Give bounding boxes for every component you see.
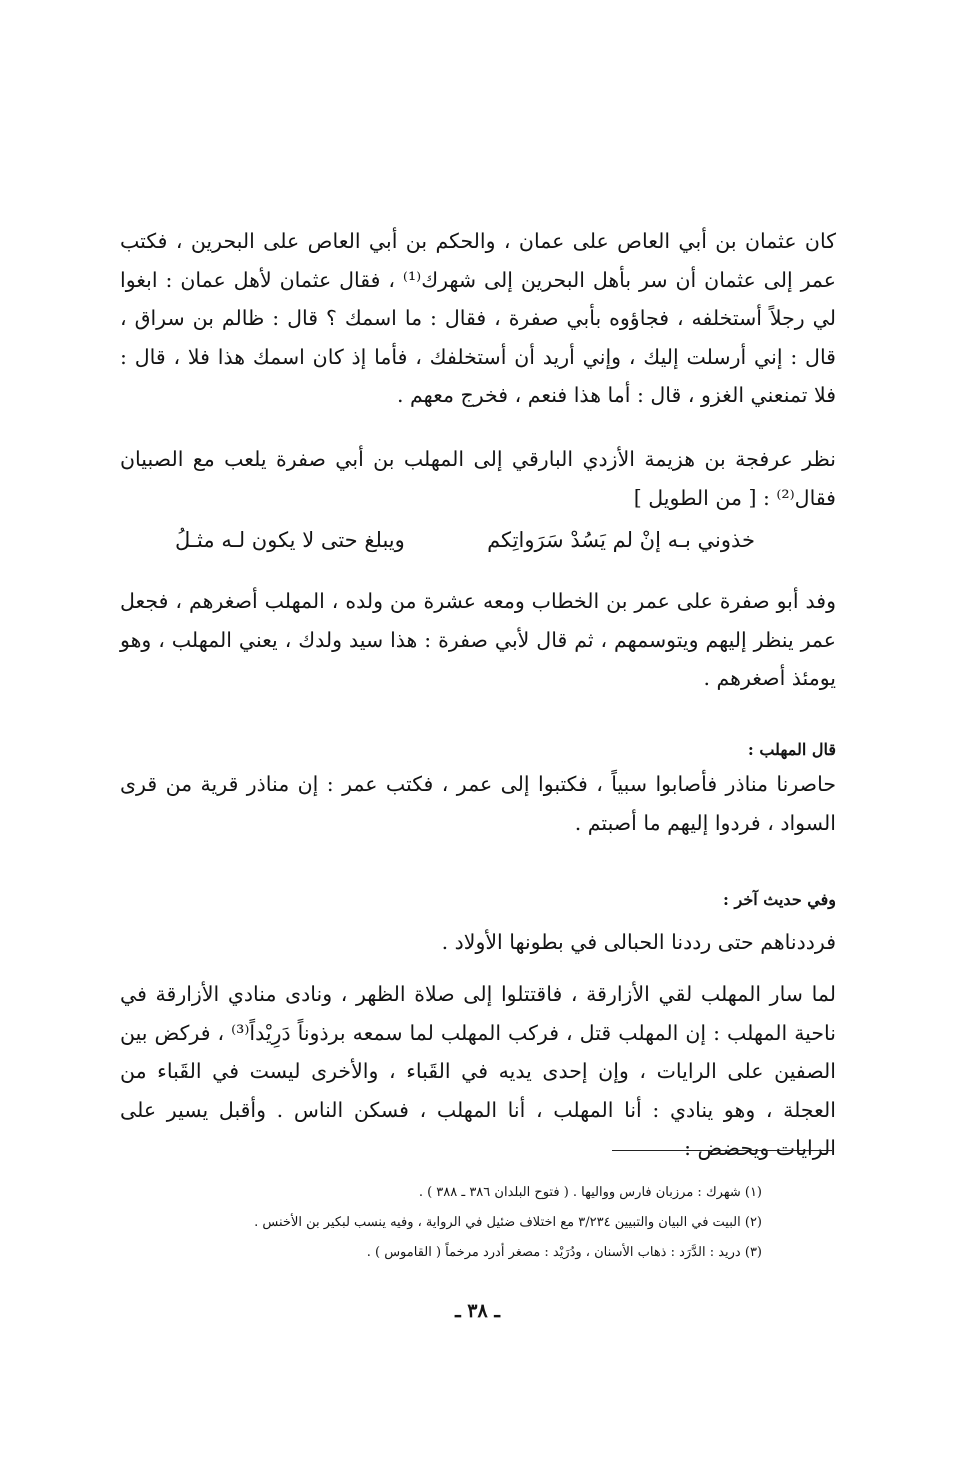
heading-another-hadith: وفي حديث آخر : [723, 890, 836, 909]
paragraph-manadhir: حاصرنا مناذر فأصابوا سبياً ، فكتبوا إلى عمر ، فكتب عمر : إن مناذر قرية من قرى السواد ، فردوا إليهم ما أصبتم . [120, 772, 836, 835]
heading-qal-al-muhallab: قال المهلب : [747, 740, 836, 759]
verse-first-hemistich: خذوني بـه إنْ لم يَسُدْ سَرَواتِكم [487, 528, 755, 552]
footnote-1: (١) شهرك : مرزبان فارس وواليها . ( فتوح البلدان ٣٨٦ ـ ٣٨٨ ) . [418, 1185, 762, 1200]
footnote-divider [612, 1150, 832, 1151]
page-number: ـ ٣٨ ـ [455, 1300, 500, 1322]
paragraph-abu-sufra: وفد أبو صفرة على عمر بن الخطاب ومعه عشرة من ولده ، المهلب أصغرهم ، فجعل عمر ينظر إليهم ويتوسمهم ، ثم قال لأبي صفرة : هذا سيد ولدك ، يعني المهلب ، وهو يومئذ أصغرهم . [120, 589, 836, 690]
paragraph-uthman: كان عثمان بن أبي العاص على عمان ، والحكم بن أبي العاص على البحرين ، فكتب عمر إلى عثمان أن سر بأهل البحرين إلى شهرك⁽¹⁾ ، فقال عثمان لأهل عمان : ابغوا لي رجلاً أستخلفه ، فجاؤوه بأبي صفرة ، فقال : ما اسمك ؟ قال : ظالم بن سراق ، قال : إني أرسلت إليك ، وإني أريد أن أستخلفك ، فأما إذ كان اسمك هذا فلا ، قال : فلا تمنعني الغزو ، قال : أما هذا فنعم ، فخرج معهم . [120, 229, 836, 407]
footnote-2: (٢) البيت في البيان والتبيين ٣/٢٣٤ مع اختلاف ضئيل في الرواية ، وفيه ينسب لبكير بن الأخنس . [254, 1215, 762, 1230]
paragraph-azariqa: لما سار المهلب لقي الأزارقة ، فاقتتلوا إلى صلاة الظهر ، ونادى منادي الأزارقة في ناحية المهلب : إن المهلب قتل ، فركب المهلب لما سمعه برذوناً دَرِيْداً⁽³⁾ ، فركض بين الصفين على الرايات ، وإن إحدى يديه في القَباء ، والأخرى ليست في القَباء من العجلة ، وهو ينادي : أنا المهلب ، أنا المهلب ، فسكن الناس . وأقبل يسير على الرايات ويحضض : [120, 982, 836, 1160]
verse-second-hemistich: ويبلغ حتى لا يكون لـه مثـلُ [175, 528, 405, 552]
paragraph-radadnahum: فرددناهم حتى رددنا الحبالى في بطونها الأولاد . [441, 930, 836, 954]
footnote-3: (٣) دريد : الدَّرَد : ذهاب الأسنان ، ودُرَيْد : مصغر أدرد مرخماً ( القاموس ) . [366, 1245, 762, 1260]
poem-verse [175, 528, 755, 552]
paragraph-arfaja: نظر عرفجة بن هزيمة الأزدي البارقي إلى المهلب بن أبي صفرة يلعب مع الصبيان فقال⁽²⁾ : [ من الطويل ] [120, 447, 836, 510]
